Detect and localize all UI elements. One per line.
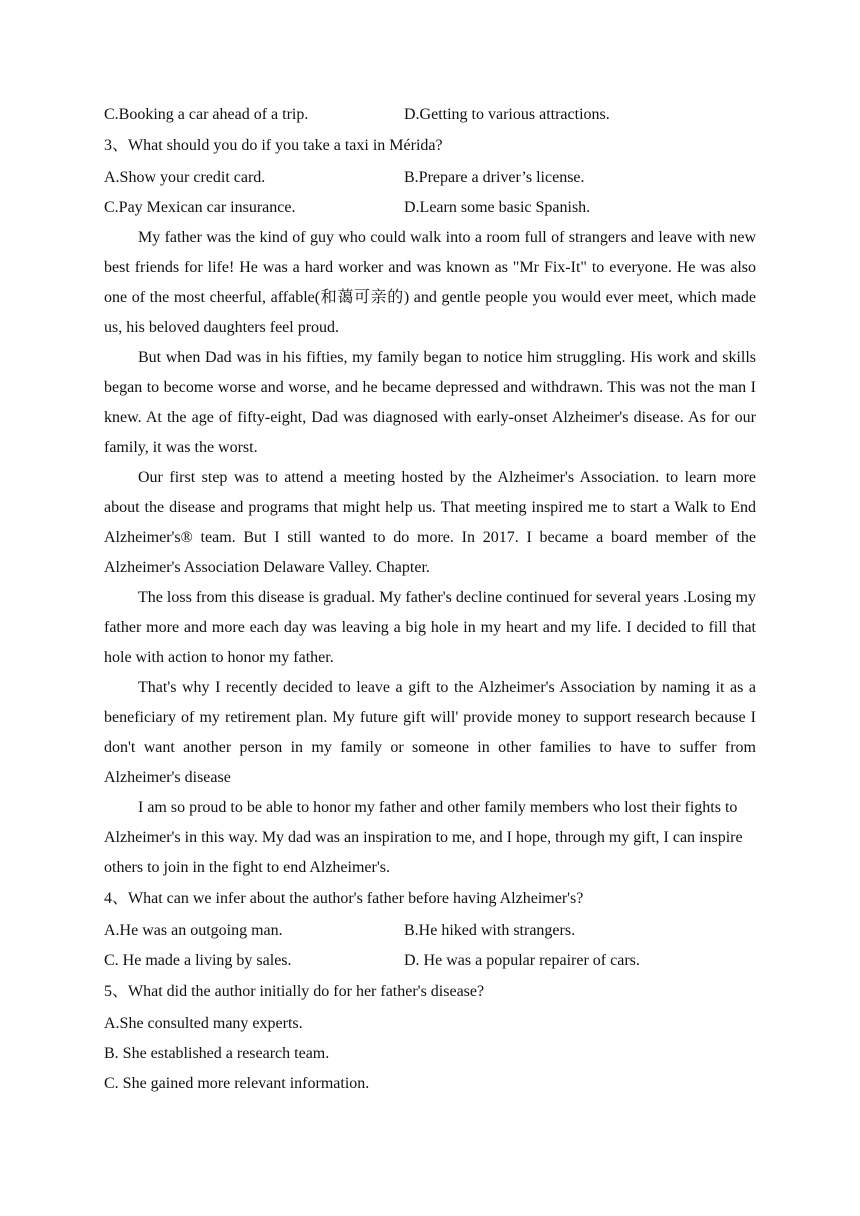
q5-question: 5、What did the author initially do for her father's disease? — [104, 983, 485, 1000]
q3-question: 3、What should you do if you take a taxi in Mérida? — [104, 137, 443, 154]
q5-option-a: A.She consulted many experts. — [104, 1015, 303, 1032]
q4-option-c: C. He made a living by sales. — [104, 952, 292, 969]
q3-option-c: C.Pay Mexican car insurance. — [104, 199, 296, 216]
q3-option-d: D.Learn some basic Spanish. — [404, 199, 591, 216]
passage-paragraph-1: My father was the kind of guy who could walk into a room full of strangers and leave with new best friends for life! He was a hard worker and was known as "Mr Fix-It" to everyone. He was also one of the most cheerful, affable(和蔼可亲的) and gentle people you would ever meet, which made us, his beloved daughters feel proud. — [104, 229, 756, 336]
passage-paragraph-4: The loss from this disease is gradual. My father's decline continued for several years .Losing my father more and more each day was leaving a big hole in my heart and my life. I decided to fill that hole with action to honor my father. — [104, 589, 756, 666]
q4-option-b: B.He hiked with strangers. — [404, 922, 576, 939]
passage-paragraph-5: That's why I recently decided to leave a gift to the Alzheimer's Association by naming it as a beneficiary of my retirement plan. My future gift will' provide money to support research because I don't want another person in my family or someone in other families to have to suffer from Alzheimer's disease — [104, 679, 756, 786]
document-page — [104, 100, 756, 1099]
q2-options-row-cd — [104, 100, 756, 130]
passage-paragraph-6: I am so proud to be able to honor my father and other family members who lost their fights to Alzheimer's in this way. My dad was an inspiration to me, and I hope, through my gift, I can inspire others to join in the fight to end Alzheimer's. — [104, 799, 743, 876]
passage — [104, 223, 756, 883]
q4-question: 4、What can we infer about the author's father before having Alzheimer's? — [104, 890, 584, 907]
q3-options-row-cd — [104, 193, 756, 223]
passage-paragraph-3: Our first step was to attend a meeting hosted by the Alzheimer's Association. to learn more about the disease and programs that might help us. That meeting inspired me to start a Walk to End Alzheimer's® team. But I still wanted to do more. In 2017. I became a board member of the Alzheimer's Association Delaware Valley. Chapter. — [104, 469, 756, 576]
q3-option-b: B.Prepare a driver’s license. — [404, 169, 585, 186]
q4-options-row-cd — [104, 946, 756, 976]
q2-option-c: C.Booking a car ahead of a trip. — [104, 106, 309, 123]
q5-option-b: B. She established a research team. — [104, 1045, 330, 1062]
q3-option-a: A.Show your credit card. — [104, 169, 266, 186]
q5-option-c: C. She gained more relevant information. — [104, 1075, 370, 1092]
q3-options-row-ab — [104, 163, 756, 193]
q4-option-d: D. He was a popular repairer of cars. — [404, 952, 640, 969]
q4-option-a: A.He was an outgoing man. — [104, 922, 283, 939]
q2-option-d: D.Getting to various attractions. — [404, 106, 610, 123]
passage-paragraph-2: But when Dad was in his fifties, my family began to notice him struggling. His work and skills began to become worse and worse, and he became depressed and withdrawn. This was not the man I knew. At the age of fifty-eight, Dad was diagnosed with early-onset Alzheimer's disease. As for our family, it was the worst. — [104, 349, 756, 456]
q4-options-row-ab — [104, 916, 756, 946]
